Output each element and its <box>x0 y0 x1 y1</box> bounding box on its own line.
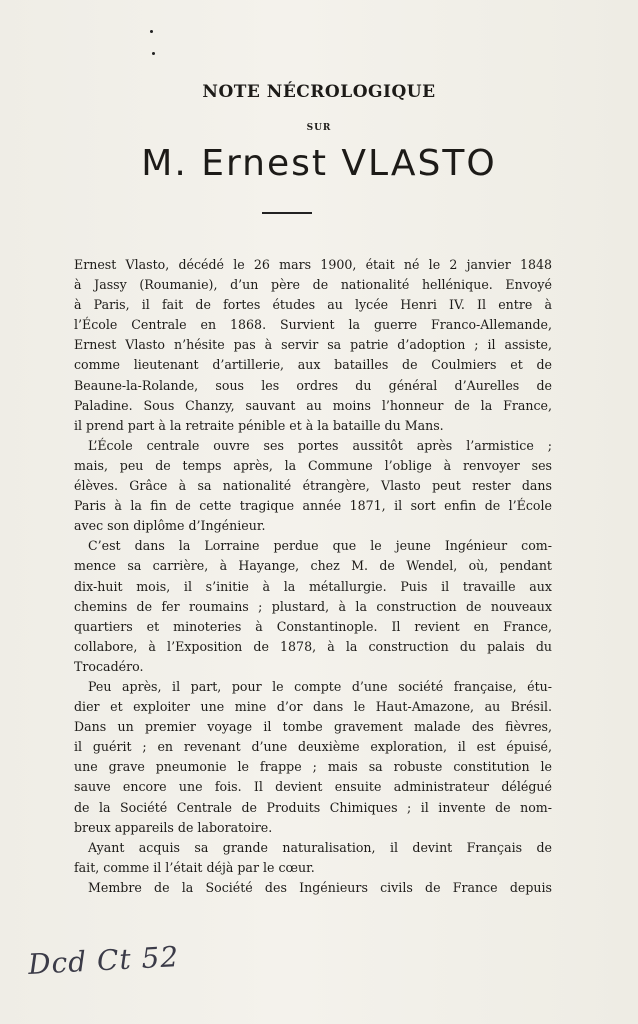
text-line: Paladine. Sous Chanzy, sauvant au moins l’honneur de la France, <box>74 397 552 413</box>
text-line: avec son diplôme d’Ingénieur. <box>74 518 266 534</box>
handwritten-annotation: Dcd Ct 52 <box>27 940 180 981</box>
text-line: fait, comme il l’était déjà par le cœur. <box>74 859 315 875</box>
text-line: une grave pneumonie le frappe ; mais sa robuste constitution le <box>74 759 552 775</box>
text-line: de la Société Centrale de Produits Chimiques ; il invente de nom- <box>74 799 552 815</box>
text-line: sauve encore une fois. Il devient ensuite administrateur délégué <box>74 779 552 795</box>
text-line: Trocadéro. <box>74 658 144 674</box>
text-line: C’est dans la Lorraine perdue que le jeune Ingénieur com- <box>88 538 552 554</box>
text-line: Ernest Vlasto, décédé le 26 mars 1900, était né le 2 janvier 1848 <box>74 257 552 272</box>
text-line: dier et exploiter une mine d’or dans le Haut-Amazone, au Brésil. <box>74 699 552 715</box>
text-line: dix-huit mois, il s’initie à la métallurgie. Puis il travaille aux <box>74 578 552 594</box>
text-line: il prend part à la retraite pénible et à la bataille du Mans. <box>74 417 444 433</box>
text-line: à Jassy (Roumanie), d’un père de nationalité hellénique. Envoyé <box>74 277 552 293</box>
text-line: mais, peu de temps après, la Commune l’oblige à renvoyer ses <box>74 457 552 473</box>
text-line: Dans un premier voyage il tombe gravement malade des fièvres, <box>74 719 552 735</box>
page-title: NOTE NÉCROLOGIQUE <box>202 82 436 102</box>
text-line: Peu après, il part, pour le compte d’une société française, étu- <box>88 678 552 694</box>
text-line: il guérit ; en revenant d’une deuxième exploration, il est épuisé, <box>74 739 552 755</box>
ink-dot <box>150 30 153 33</box>
text-line: Paris à la fin de cette tragique année 1871, il sort enfin de l’École <box>74 498 552 514</box>
obituary-body <box>74 255 552 898</box>
subtitle-sur: SUR <box>306 123 332 133</box>
person-name: M. Ernest VLASTO <box>141 143 497 184</box>
text-line: à Paris, il fait de fortes études au lycée Henri IV. Il entre à <box>74 297 552 313</box>
text-line: Ernest Vlasto n’hésite pas à servir sa patrie d’adoption ; il assiste, <box>74 337 552 353</box>
text-line: chemins de fer roumains ; plustard, à la construction de nouveaux <box>74 598 552 614</box>
text-line: Ayant acquis sa grande naturalisation, il devint Français de <box>88 839 552 855</box>
text-line: l’École Centrale en 1868. Survient la guerre Franco-Allemande, <box>74 317 552 333</box>
text-line: breux appareils de laboratoire. <box>74 819 273 835</box>
text-line: comme lieutenant d’artillerie, aux batailles de Coulmiers et de <box>74 357 552 373</box>
text-line: quartiers et minoteries à Constantinople. Il revient en France, <box>74 618 552 634</box>
text-line: Membre de la Société des Ingénieurs civils de France depuis <box>88 879 552 895</box>
text-line: Beaune-la-Rolande, sous les ordres du général d’Aurelles de <box>74 377 552 393</box>
title-divider <box>262 212 312 214</box>
text-line: mence sa carrière, à Hayange, chez M. de Wendel, où, pendant <box>74 558 552 574</box>
text-line: élèves. Grâce à sa nationalité étrangère, Vlasto peut rester dans <box>74 478 552 494</box>
text-line: collabore, à l’Exposition de 1878, à la construction du palais du <box>74 638 552 654</box>
text-line: L’École centrale ouvre ses portes aussitôt après l’armistice ; <box>88 437 552 453</box>
ink-dot <box>152 52 155 55</box>
